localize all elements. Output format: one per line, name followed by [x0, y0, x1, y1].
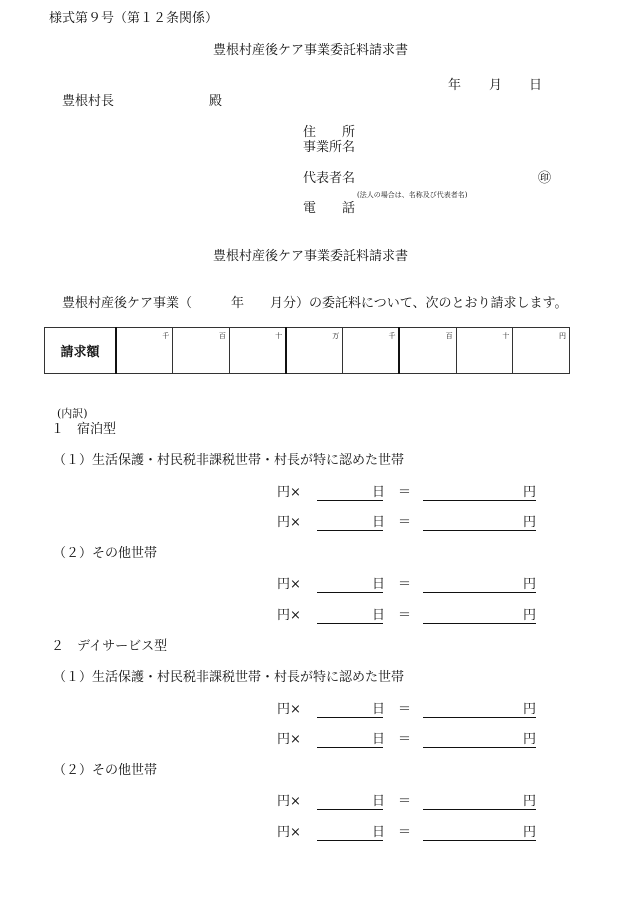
days-label: 日	[372, 702, 386, 717]
amount-input-line[interactable]	[423, 500, 536, 501]
equals-sign: ＝	[398, 732, 412, 747]
representative-label: 代表者名	[303, 171, 356, 186]
equals-sign: ＝	[398, 794, 412, 809]
days-input-line[interactable]	[317, 809, 383, 810]
days-label: 日	[372, 825, 386, 840]
representative-note: (法人の場合は、名称及び代表者名)	[357, 191, 468, 199]
office-name-label: 事業所名	[303, 140, 356, 155]
amount-input-line[interactable]	[423, 840, 536, 841]
amount-input-line[interactable]	[423, 530, 536, 531]
yen-times-label: 円×	[277, 515, 301, 530]
amount-table	[44, 327, 570, 374]
unit-label: 十	[275, 332, 283, 340]
days-input-line[interactable]	[317, 592, 383, 593]
amount-digit-cell[interactable]	[399, 328, 456, 374]
equals-sign: ＝	[398, 485, 412, 500]
seal-mark: ㊞	[538, 171, 552, 186]
amount-digit-cell[interactable]	[343, 328, 400, 374]
days-input-line[interactable]	[317, 623, 383, 624]
days-label: 日	[372, 732, 386, 747]
days-input-line[interactable]	[317, 530, 383, 531]
group-label: （１）生活保護・村民税非課税世帯・村長が特に認めた世帯	[53, 670, 405, 685]
unit-label: 千	[388, 332, 396, 340]
amount-digit-cell[interactable]	[116, 328, 173, 374]
days-label: 日	[372, 577, 386, 592]
phone-label: 電 話	[303, 201, 356, 216]
amount-input-line[interactable]	[423, 747, 536, 748]
days-label: 日	[372, 515, 386, 530]
amount-digit-cell[interactable]	[173, 328, 230, 374]
amount-input-line[interactable]	[423, 809, 536, 810]
group-label: （２）その他世帯	[53, 763, 158, 778]
amount-label: 請求額	[45, 328, 117, 374]
amount-digit-cell[interactable]	[513, 328, 570, 374]
document-subtitle: 豊根村産後ケア事業委託料請求書	[213, 249, 409, 264]
days-input-line[interactable]	[317, 840, 383, 841]
date-day-label: 日	[529, 78, 543, 93]
unit-label: 万	[332, 332, 340, 340]
yen-label: 円	[523, 732, 537, 747]
amount-digit-cell[interactable]	[286, 328, 343, 374]
group-label: （１）生活保護・村民税非課税世帯・村長が特に認めた世帯	[53, 453, 405, 468]
equals-sign: ＝	[398, 515, 412, 530]
amount-input-line[interactable]	[423, 717, 536, 718]
section-heading-lodging: １ 宿泊型	[51, 422, 117, 437]
amount-input-line[interactable]	[423, 592, 536, 593]
days-label: 日	[372, 608, 386, 623]
unit-label: 十	[502, 332, 510, 340]
yen-label: 円	[523, 702, 537, 717]
document-title: 豊根村産後ケア事業委託料請求書	[213, 43, 409, 58]
yen-label: 円	[523, 515, 537, 530]
amount-input-line[interactable]	[423, 623, 536, 624]
amount-digit-cell[interactable]	[456, 328, 513, 374]
yen-label: 円	[523, 485, 537, 500]
unit-label: 千	[162, 332, 170, 340]
days-input-line[interactable]	[317, 747, 383, 748]
address-label: 住 所	[303, 125, 356, 140]
yen-label: 円	[523, 608, 537, 623]
request-statement: 豊根村産後ケア事業（ 年 月分）の委託料について、次のとおり請求します。	[62, 296, 568, 311]
unit-label: 百	[218, 332, 226, 340]
breakdown-label: (内訳)	[57, 407, 88, 420]
yen-times-label: 円×	[277, 702, 301, 717]
group-label: （２）その他世帯	[53, 546, 158, 561]
yen-times-label: 円×	[277, 608, 301, 623]
addressee-name: 豊根村長	[62, 94, 115, 109]
yen-times-label: 円×	[277, 732, 301, 747]
days-label: 日	[372, 794, 386, 809]
yen-label: 円	[523, 825, 537, 840]
section-heading-day-service: ２ デイサービス型	[51, 639, 168, 654]
equals-sign: ＝	[398, 577, 412, 592]
unit-label: 百	[445, 332, 453, 340]
yen-label: 円	[523, 577, 537, 592]
days-label: 日	[372, 485, 386, 500]
date-year-label: 年	[448, 78, 462, 93]
equals-sign: ＝	[398, 608, 412, 623]
yen-times-label: 円×	[277, 794, 301, 809]
yen-label: 円	[523, 794, 537, 809]
equals-sign: ＝	[398, 825, 412, 840]
date-month-label: 月	[489, 78, 503, 93]
addressee-honorific: 殿	[209, 94, 223, 109]
yen-times-label: 円×	[277, 485, 301, 500]
days-input-line[interactable]	[317, 717, 383, 718]
amount-digit-cell[interactable]	[229, 328, 286, 374]
unit-label: 円	[559, 332, 566, 340]
yen-times-label: 円×	[277, 825, 301, 840]
days-input-line[interactable]	[317, 500, 383, 501]
yen-times-label: 円×	[277, 577, 301, 592]
equals-sign: ＝	[398, 702, 412, 717]
form-number: 様式第９号（第１２条関係）	[49, 11, 219, 26]
